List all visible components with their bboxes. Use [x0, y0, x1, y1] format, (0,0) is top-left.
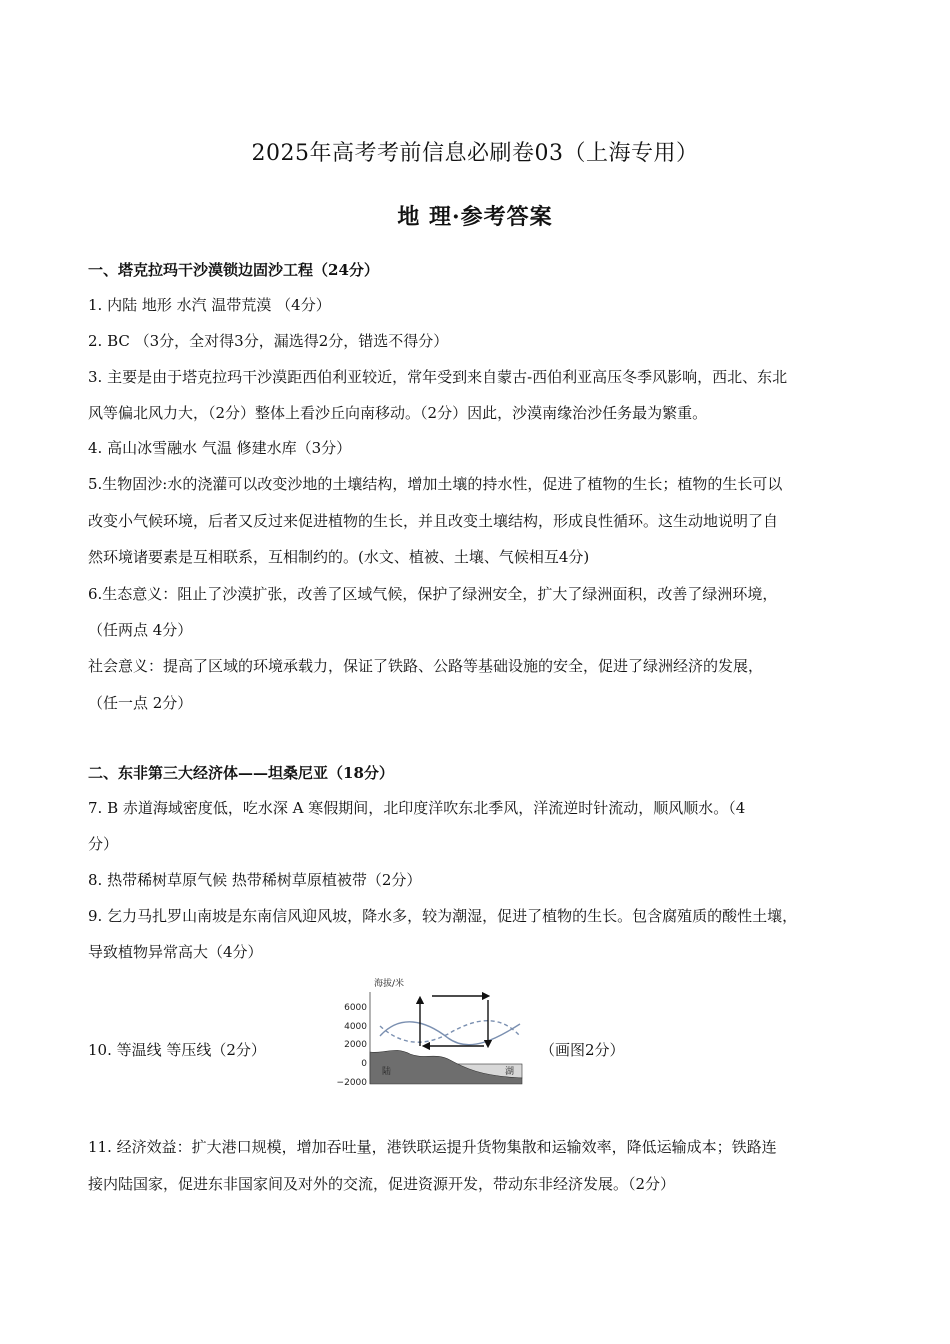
section-2-heading: 二、东非第三大经济体——坦桑尼亚（18分）: [88, 764, 394, 782]
answer-line: 1. 内陆 地形 水汽 温带荒漠 （4分）: [88, 296, 331, 314]
y-tick-label: −2000: [336, 1078, 367, 1088]
section-1-heading: 一、塔克拉玛干沙漠锁边固沙工程（24分）: [88, 261, 379, 279]
answer-line: 11. 经济效益：扩大港口规模，增加吞吐量，港铁联运提升货物集散和运输效率，降低运输成本；铁路连: [88, 1138, 777, 1156]
lake-label: 湖: [505, 1067, 515, 1077]
answer-line: 6.生态意义：阻止了沙漠扩张，改善了区域气候，保护了绿洲安全，扩大了绿洲面积，改善了绿洲环境，: [88, 585, 778, 603]
answer-line: 5.生物固沙:水的浇灌可以改变沙地的土壤结构，增加土壤的持水性，促进了植物的生长；植物的生长可以: [88, 475, 783, 493]
answer-line: 然环境诸要素是互相联系，互相制约的。(水文、植被、土壤、气候相互4分): [88, 548, 590, 566]
answer-line: 接内陆国家，促进东非国家间及对外的交流，促进资源开发，带动东非经济发展。（2分）: [88, 1175, 676, 1193]
answer-line: 4. 高山冰雪融水 气温 修建水库（3分）: [88, 439, 352, 457]
answer-line: 3. 主要是由于塔克拉玛干沙漠距西伯利亚较近，常年受到来自蒙古-西伯利亚高压冬季风影响，西北、东北: [88, 368, 788, 386]
y-tick-label: 2000: [344, 1040, 367, 1050]
answer-line: （任两点 4分）: [88, 621, 193, 639]
answer-line: 分）: [88, 835, 119, 853]
q10-answer: 10. 等温线 等压线（2分）: [88, 1041, 266, 1059]
y-tick-label: 6000: [344, 1003, 367, 1013]
page-title: 2025年高考考前信息必刷卷03（上海专用）: [251, 141, 699, 166]
isotherm-isobar-diagram: [336, 974, 526, 1089]
answer-line: （任一点 2分）: [88, 694, 193, 712]
page-subtitle: 地 理·参考答案: [397, 204, 553, 230]
answer-line: 社会意义：提高了区域的环境承载力，保证了铁路、公路等基础设施的安全，促进了绿洲经济的发展，: [88, 657, 764, 675]
answer-line: 风等偏北风力大，（2分）整体上看沙丘向南移动。（2分）因此，沙漠南缘治沙任务最为繁重。: [88, 404, 708, 422]
answer-line: 8. 热带稀树草原气候 热带稀树草原植被带（2分）: [88, 871, 422, 889]
answer-line: 7. B 赤道海域密度低，吃水深 A 寒假期间，北印度洋吹东北季风，洋流逆时针流动，顺风顺水。（4: [88, 799, 746, 817]
answer-line: 9. 乞力马扎罗山南坡是东南信风迎风坡，降水多，较为潮湿，促进了植物的生长。包含腐殖质的酸性土壤，: [88, 907, 798, 925]
answer-line: 2. BC （3分，全对得3分，漏选得2分，错选不得分）: [88, 332, 449, 350]
q10-drawing-score: （画图2分）: [540, 1041, 625, 1059]
y-tick-label: 0: [361, 1059, 367, 1069]
answer-line: 改变小气候环境，后者又反过来促进植物的生长，并且改变土壤结构，形成良性循环。这生动地说明了自: [88, 512, 779, 530]
y-tick-label: 4000: [344, 1022, 367, 1032]
y-axis-title: 海拔/米: [374, 979, 405, 989]
isotherm-curve: [380, 1022, 520, 1045]
land-label: 陆: [382, 1067, 392, 1077]
answer-line: 导致植物异常高大（4分）: [88, 943, 263, 961]
